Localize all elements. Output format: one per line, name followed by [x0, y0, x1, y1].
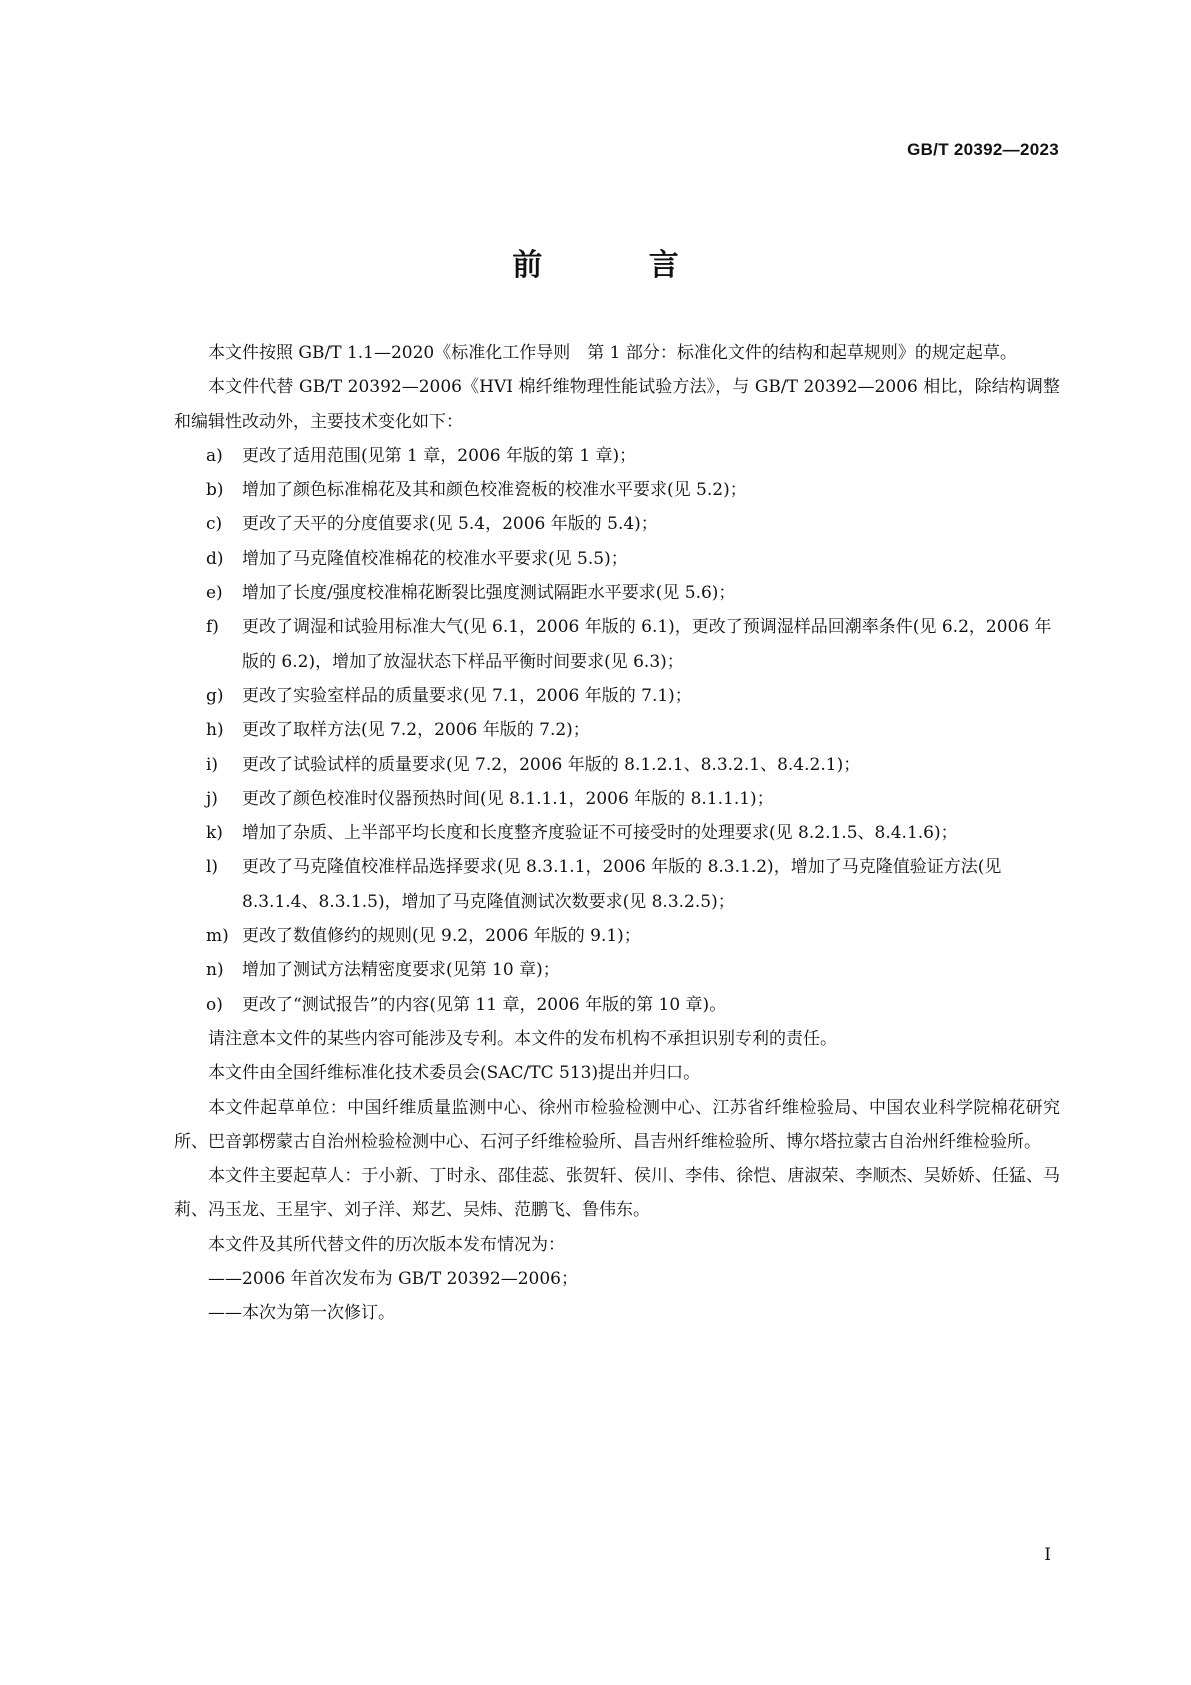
list-item-label: k) — [206, 823, 223, 844]
list-item-label: c) — [206, 514, 223, 535]
list-item-label: m) — [206, 926, 229, 947]
paragraph-proposer: 本文件由全国纤维标准化技术委员会(SAC/TC 513)提出并归口。 — [208, 1063, 701, 1084]
list-item-label: a) — [206, 445, 223, 466]
page-title: 前 言 — [512, 248, 727, 283]
list-item-text: 更改了取样方法(见 7.2，2006 年版的 7.2)； — [242, 720, 590, 741]
list-item-label: i) — [206, 754, 219, 775]
list-item-label: b) — [206, 480, 224, 501]
list-item-text: 更改了“测试报告”的内容(见第 11 章，2006 年版的第 10 章)。 — [242, 994, 727, 1015]
list-item-label: f) — [206, 617, 219, 638]
list-item — [174, 576, 1060, 610]
list-item-label: j) — [206, 788, 218, 809]
paragraph-history-intro: 本文件及其所代替文件的历次版本发布情况为： — [208, 1234, 565, 1255]
list-item — [174, 988, 1060, 1022]
list-item — [174, 507, 1060, 541]
changes-list — [174, 439, 1060, 1022]
list-item-text: 更改了试验试样的质量要求(见 7.2，2006 年版的 8.1.2.1、8.3.2.1、8.4.2.1)； — [242, 754, 861, 775]
history-item: ——本次为第一次修订。 — [208, 1303, 395, 1324]
paragraph-replacement: 本文件代替 GB/T 20392—2006《HVI 棉纤维物理性能试验方法》，与 GB/T 20392—2006 相比，除结构调整和编辑性改动外，主要技术变化如下： — [174, 377, 1060, 432]
list-item-label: o) — [206, 994, 223, 1015]
list-item-label: d) — [206, 548, 224, 569]
list-item — [174, 782, 1060, 816]
list-item-text: 更改了数值修约的规则(见 9.2，2006 年版的 9.1)； — [242, 926, 641, 947]
list-item — [174, 439, 1060, 473]
list-item-label: l) — [206, 857, 219, 878]
list-item-label: h) — [206, 720, 224, 741]
list-item — [174, 953, 1060, 987]
list-item — [174, 473, 1060, 507]
paragraph-drafting-rules: 本文件按照 GB/T 1.1—2020《标准化工作导则 第 1 部分：标准化文件的结构和起草规则》的规定起草。 — [208, 343, 1017, 363]
document-body — [174, 336, 1060, 1331]
list-item-text: 增加了马克隆值校准棉花的校准水平要求(见 5.5)； — [242, 548, 628, 569]
list-item — [174, 919, 1060, 953]
list-item-text: 更改了适用范围(见第 1 章，2006 年版的第 1 章)； — [242, 445, 637, 466]
list-item — [174, 679, 1060, 713]
list-item-text: 增加了测试方法精密度要求(见第 10 章)； — [242, 960, 560, 981]
list-item — [174, 542, 1060, 576]
list-item-text: 更改了马克隆值校准样品选择要求(见 8.3.1.1，2006 年版的 8.3.1.2)，增加了马克隆值验证方法(见 8.3.1.4、8.3.1.5)，增加了马克隆值测试次数要求(见 8.3.2.5)； — [242, 857, 1002, 912]
paragraph-drafters: 本文件主要起草人：于小新、丁时永、邵佳蕊、张贺轩、侯川、李伟、徐恺、唐淑荣、李顺杰、吴娇娇、任猛、马莉、冯玉龙、王星宇、刘子洋、郑艺、吴炜、范鹏飞、鲁伟东。 — [174, 1166, 1060, 1221]
list-item — [174, 610, 1060, 679]
list-item-text: 增加了长度/强度校准棉花断裂比强度测试隔距水平要求(见 5.6)； — [242, 583, 736, 604]
page-number: I — [1044, 1545, 1051, 1565]
list-item-label: e) — [206, 583, 223, 604]
paragraph-drafting-units: 本文件起草单位：中国纤维质量监测中心、徐州市检验检测中心、江苏省纤维检验局、中国农业科学院棉花研究所、巴音郭楞蒙古自治州检验检测中心、石河子纤维检验所、昌吉州纤维检验所、博尔塔拉蒙古自治州纤维检验所。 — [174, 1097, 1060, 1152]
paragraph-patent-notice: 请注意本文件的某些内容可能涉及专利。本文件的发布机构不承担识别专利的责任。 — [208, 1028, 837, 1049]
list-item-text: 更改了调湿和试验用标准大气(见 6.1，2006 年版的 6.1)，更改了预调湿样品回潮率条件(见 6.2，2006 年版的 6.2)，增加了放湿状态下样品平衡时间要求(见 6.3)； — [242, 617, 1052, 672]
list-item-text: 更改了实验室样品的质量要求(见 7.1，2006 年版的 7.1)； — [242, 685, 692, 706]
list-item — [174, 816, 1060, 850]
list-item — [174, 748, 1060, 782]
list-item — [174, 850, 1060, 919]
list-item-text: 更改了颜色校准时仪器预热时间(见 8.1.1.1，2006 年版的 8.1.1.1)； — [242, 788, 774, 809]
list-item-text: 更改了天平的分度值要求(见 5.4，2006 年版的 5.4)； — [242, 514, 658, 535]
standard-code: GB/T 20392—2023 — [907, 140, 1059, 159]
list-item — [174, 713, 1060, 747]
list-item-label: g) — [206, 685, 224, 706]
list-item-text: 增加了杂质、上半部平均长度和长度整齐度验证不可接受时的处理要求(见 8.2.1.5、8.4.1.6)； — [242, 823, 958, 844]
list-item-label: n) — [206, 960, 224, 981]
history-item: ——2006 年首次发布为 GB/T 20392—2006； — [208, 1269, 578, 1290]
list-item-text: 增加了颜色标准棉花及其和颜色校准瓷板的校准水平要求(见 5.2)； — [242, 480, 747, 501]
